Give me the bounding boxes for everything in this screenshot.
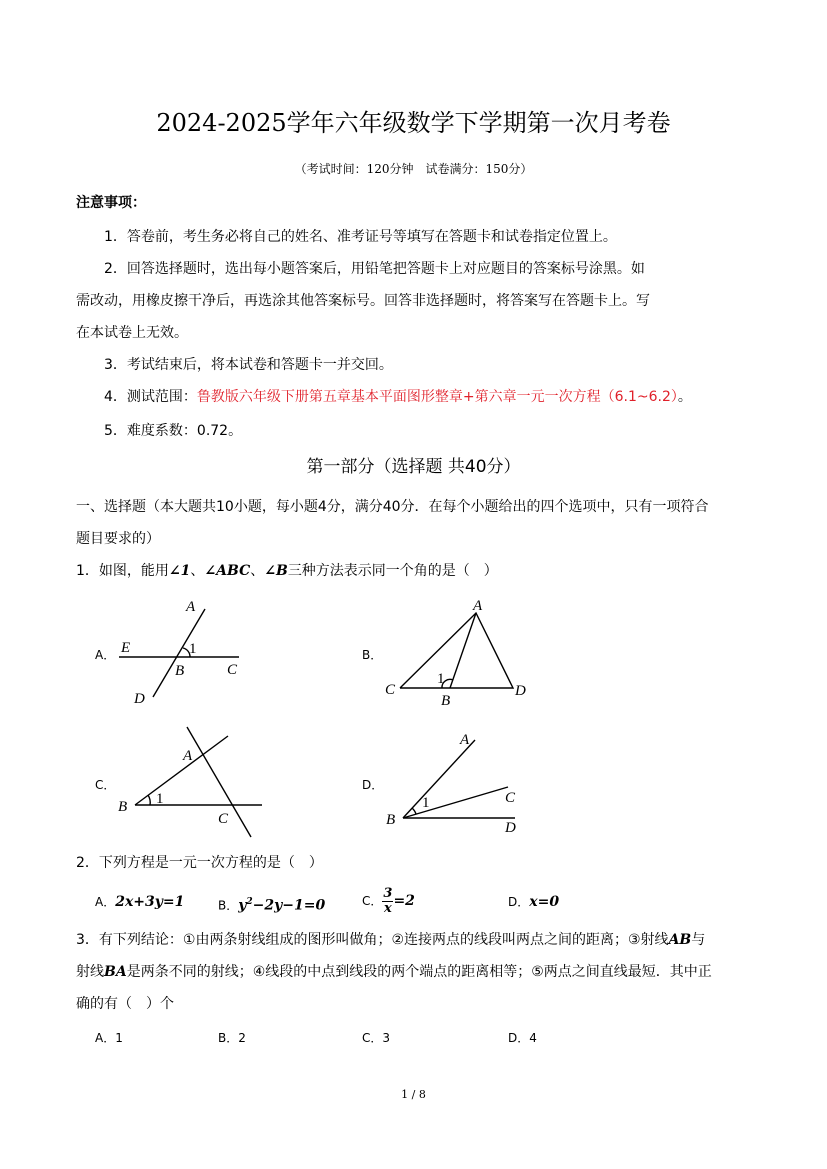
point-label: D bbox=[505, 820, 516, 836]
point-label: D bbox=[134, 691, 145, 707]
angle-b: ∠B bbox=[264, 563, 288, 579]
angle-label: 1 bbox=[189, 641, 197, 657]
q1-option-b-label: B． bbox=[362, 648, 383, 662]
note-item-3: 3．考试结束后，将本试卷和答题卡一并交回。 bbox=[104, 357, 393, 373]
angle-arc bbox=[148, 795, 150, 805]
point-label: C bbox=[505, 790, 516, 806]
angle-arc bbox=[412, 808, 416, 814]
q2-option-a bbox=[95, 893, 184, 911]
question-3-line1 bbox=[76, 931, 705, 949]
q3-text: 是两条不同的射线；④线段的中点到线段的两个端点的距离相等；⑤两点之间直线最短．其中正 bbox=[126, 964, 712, 980]
point-label: A bbox=[473, 598, 483, 614]
point-label: A bbox=[460, 732, 470, 748]
note-item-1: 1．答卷前，考生务必将自己的姓名、准考证号等填写在答题卡和试卷指定位置上。 bbox=[104, 229, 617, 245]
triangle bbox=[400, 613, 513, 688]
point-label: E bbox=[121, 640, 131, 656]
point-label: C bbox=[385, 682, 396, 698]
line-ba bbox=[450, 613, 476, 688]
ray-ab: AB bbox=[668, 932, 692, 948]
q1-option-d-label: D． bbox=[362, 778, 384, 792]
option-label: D． bbox=[508, 895, 530, 909]
q3-text: 射线 bbox=[76, 964, 104, 980]
note-item-4-suffix: 。 bbox=[677, 389, 692, 405]
part1-heading: 第一部分（选择题 共40分） bbox=[306, 457, 521, 477]
point-label: C bbox=[218, 811, 229, 827]
figure-a bbox=[119, 599, 239, 707]
q1-option-a-label: A． bbox=[95, 648, 116, 662]
q3-option-b: B．2 bbox=[218, 1031, 246, 1045]
q2-option-c bbox=[362, 886, 415, 916]
figure-c bbox=[118, 727, 262, 837]
point-label: A bbox=[183, 748, 193, 764]
denominator: x bbox=[384, 900, 392, 916]
q2-option-b bbox=[218, 893, 325, 915]
section-instructions-cont: 题目要求的） bbox=[76, 531, 160, 547]
point-label: B bbox=[386, 812, 396, 828]
option-math: =2 bbox=[393, 893, 415, 909]
ray-ba: BA bbox=[104, 964, 127, 980]
q1-sep: 、 bbox=[190, 563, 205, 579]
exponent: 2 bbox=[246, 897, 253, 907]
note-item-2: 2．回答选择题时，选出每小题答案后，用铅笔把答题卡上对应题目的答案标号涂黑。如 bbox=[104, 261, 645, 277]
point-label: A bbox=[186, 599, 196, 615]
fraction bbox=[382, 887, 393, 916]
q1-sep: 、 bbox=[250, 563, 265, 579]
notes-heading: 注意事项： bbox=[76, 195, 146, 211]
option-math: y bbox=[238, 897, 247, 914]
point-label: B bbox=[175, 663, 185, 679]
q3-option-a: A．1 bbox=[95, 1031, 123, 1045]
page-number: 1 / 8 bbox=[401, 1088, 426, 1101]
option-label: A． bbox=[95, 895, 116, 909]
q3-option-d: D．4 bbox=[508, 1031, 537, 1045]
angle-1: ∠1 bbox=[168, 563, 191, 579]
question-3-line3: 确的有（ ）个 bbox=[76, 996, 174, 1012]
point-label: C bbox=[227, 662, 238, 678]
ray-bc bbox=[403, 787, 508, 818]
option-label: B． bbox=[218, 898, 239, 913]
q1-suffix: 三种方法表示同一个角的是（ ） bbox=[287, 563, 498, 579]
q1-option-c-label: C． bbox=[95, 778, 116, 792]
q1-prefix: 1．如图，能用 bbox=[76, 563, 169, 579]
question-3-line2 bbox=[76, 963, 712, 981]
ray-ba bbox=[403, 740, 475, 818]
note-item-2-cont: 需改动，用橡皮擦干净后，再选涂其他答案标号。回答非选择题时，将答案写在答题卡上。写 bbox=[76, 293, 650, 309]
angle-abc: ∠ABC bbox=[204, 563, 251, 579]
q3-text: 3．有下列结论：①由两条射线组成的图形叫做角；②连接两点的线段叫两点之间的距离；③射线 bbox=[76, 932, 669, 948]
exam-title: 2024-2025学年六年级数学下学期第一次月考卷 bbox=[156, 109, 671, 137]
exam-subtitle: （考试时间：120分钟 试卷满分：150分） bbox=[294, 162, 533, 176]
option-math: −2y−1=0 bbox=[252, 897, 326, 914]
question-2-stem: 2．下列方程是一元一次方程的是（ ） bbox=[76, 855, 323, 871]
point-label: B bbox=[441, 693, 451, 709]
note-item-4-prefix: 4．测试范围： bbox=[104, 389, 197, 405]
note-item-2-end: 在本试卷上无效。 bbox=[76, 325, 188, 341]
line-da bbox=[153, 609, 205, 697]
option-math: 2x+3y=1 bbox=[115, 894, 185, 910]
q2-option-d bbox=[508, 893, 559, 911]
figure-d bbox=[386, 732, 516, 836]
angle-label: 1 bbox=[422, 795, 430, 811]
angle-label: 1 bbox=[156, 791, 164, 807]
q3-option-c: C．3 bbox=[362, 1031, 391, 1045]
numerator: 3 bbox=[383, 885, 393, 901]
angle-label: 1 bbox=[437, 671, 445, 687]
test-scope: 鲁教版六年级下册第五章基本平面图形整章+第六章一元一次方程（6.1~6.2） bbox=[196, 389, 678, 405]
option-math: x=0 bbox=[529, 894, 560, 910]
note-item-5: 5．难度系数：0.72。 bbox=[104, 423, 243, 439]
line-ba bbox=[135, 736, 228, 805]
q3-text: 与 bbox=[691, 932, 706, 948]
option-label: C． bbox=[362, 894, 383, 908]
point-label: D bbox=[515, 683, 526, 699]
point-label: B bbox=[118, 799, 128, 815]
section-instructions: 一、选择题（本大题共10小题，每小题4分，满分40分．在每个小题给出的四个选项中，只有一项符合 bbox=[76, 499, 709, 515]
figure-b bbox=[385, 598, 526, 709]
